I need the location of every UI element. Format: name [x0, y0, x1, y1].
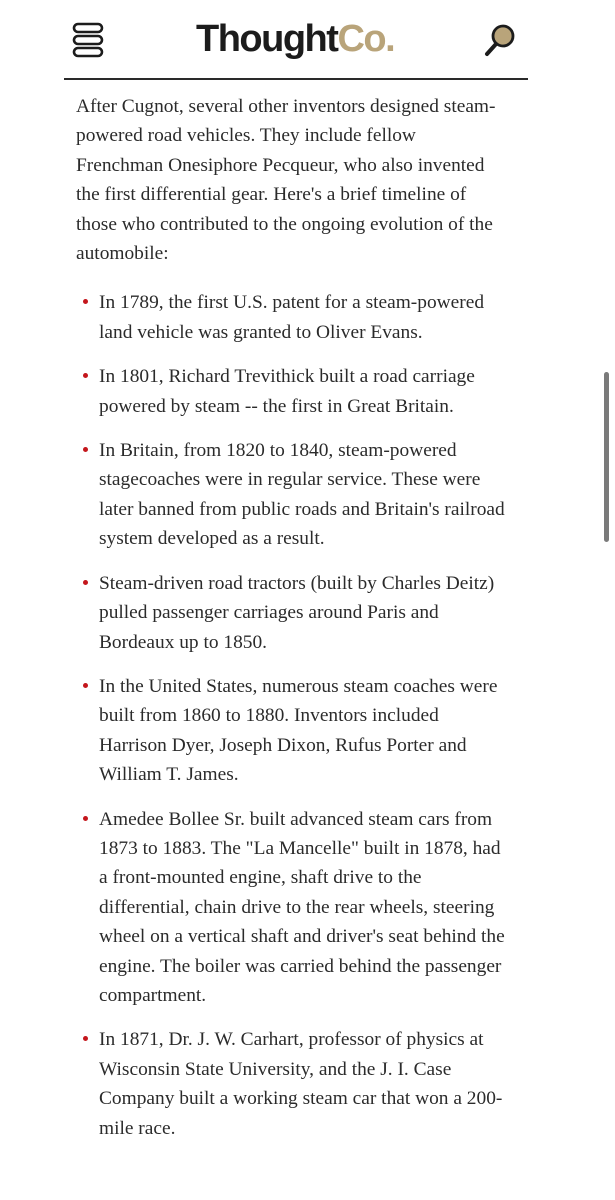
list-item [76, 1025, 506, 1143]
list-item-text: Amedee Bollee Sr. built advanced steam cars from 1873 to 1883. The "La Mancelle" built in 1878, had a front-mounted engine, shaft drive to the differential, chain drive to the rear wheels, steering wheel on a vertical shaft and driver's seat behind the engine. The boiler was carried behind the passenger compartment. [99, 808, 505, 1006]
logo-text-main: Thought [196, 18, 338, 60]
bullet-icon [83, 816, 88, 821]
search-icon [484, 22, 518, 58]
site-header [64, 0, 528, 80]
list-item-text: In 1789, the first U.S. patent for a steam-powered land vehicle was granted to Oliver Evans. [99, 292, 485, 343]
list-item [76, 362, 506, 421]
scrollbar-thumb[interactable] [604, 372, 609, 542]
list-item [76, 288, 506, 347]
bullet-icon [83, 683, 88, 688]
list-item [76, 672, 506, 790]
list-item [76, 805, 506, 1011]
list-item-text: In 1871, Dr. J. W. Carhart, professor of physics at Wisconsin State University, and the J. I. Case Company built a working steam car that won a 200-mile race. [99, 1029, 503, 1139]
article-body [76, 92, 506, 1158]
intro-paragraph: After Cugnot, several other inventors designed steam-powered road vehicles. They include fellow Frenchman Onesiphore Pecqueur, who also invented the first differential gear. Here's a brief timeline of those who contributed to the ongoing evolution of the automobile: [76, 96, 496, 265]
logo-text-accent: Co. [337, 18, 395, 60]
list-item-text: In Britain, from 1820 to 1840, steam-powered stagecoaches were in regular service. These were later banned from public roads and Britain's railroad system developed as a result. [99, 440, 505, 550]
bullet-icon [83, 580, 88, 585]
bullet-icon [83, 447, 88, 452]
bullet-icon [83, 299, 88, 304]
menu-button[interactable] [72, 20, 104, 60]
list-item-text: In 1801, Richard Trevithick built a road carriage powered by steam -- the first in Great Britain. [99, 366, 475, 417]
bullet-icon [83, 373, 88, 378]
hamburger-menu-icon [72, 20, 104, 60]
bullet-icon [83, 1036, 88, 1041]
site-logo[interactable] [196, 14, 394, 64]
list-item-text: Steam-driven road tractors (built by Charles Deitz) pulled passenger carriages around Paris and Bordeaux up to 1850. [99, 572, 495, 653]
list-item [76, 569, 506, 657]
list-item-text: In the United States, numerous steam coaches were built from 1860 to 1880. Inventors included Harrison Dyer, Joseph Dixon, Rufus Porter and William T. James. [99, 675, 498, 786]
search-button[interactable] [484, 22, 518, 58]
list-item [76, 436, 506, 554]
timeline-list [76, 288, 506, 1143]
